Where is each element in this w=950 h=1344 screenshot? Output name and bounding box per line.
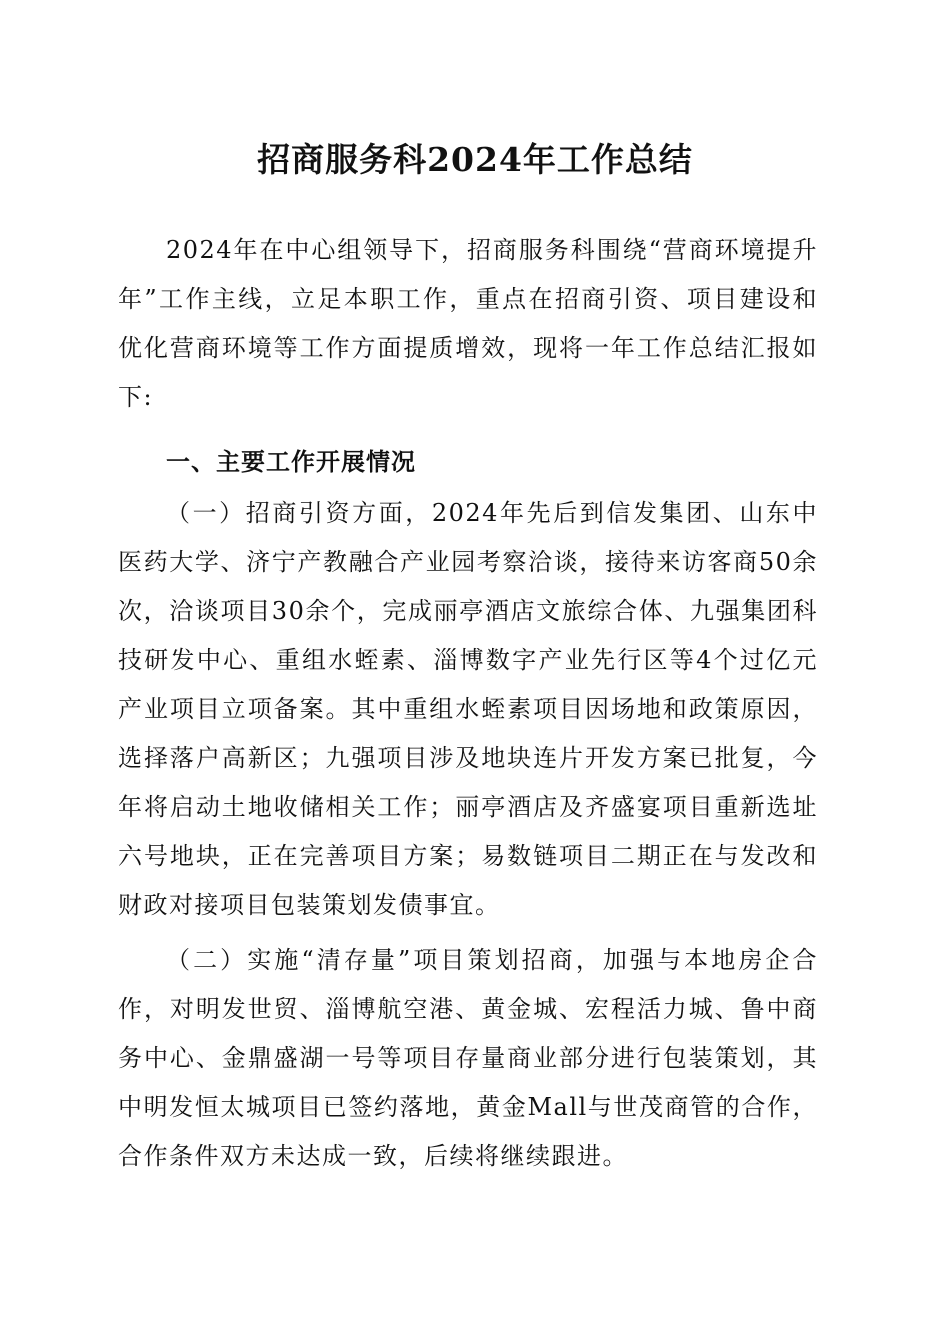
document-title: 招商服务科2024年工作总结 bbox=[257, 140, 693, 179]
paragraph-investment: （一）招商引资方面，2024年先后到信发集团、山东中医药大学、济宁产教融合产业园考察洽谈，接待来访客商50余次，洽谈项目30余个，完成丽亭酒店文旅综合体、九强集团科技研发中心、重组水蛭素、淄博数字产业先行区等4个过亿元产业项目立项备案。其中重组水蛭素项目因场地和政策原因，选择落户高新区；九强项目涉及地块连片开发方案已批复，今年将启动土地收储相关工作；丽亭酒店及齐盛宴项目重新选址六号地块，正在完善项目方案；易数链项目二期正在与发改和财政对接项目包装策划发债事宜。 bbox=[118, 499, 818, 919]
paragraph-stock-projects: （二）实施“清存量”项目策划招商，加强与本地房企合作，对明发世贸、淄博航空港、黄金城、宏程活力城、鲁中商务中心、金鼎盛湖一号等项目存量商业部分进行包装策划，其中明发恒太城项目已签约落地，黄金Mall与世茂商管的合作，合作条件双方未达成一致，后续将继续跟进。 bbox=[118, 946, 818, 1170]
section-heading: 一、主要工作开展情况 bbox=[166, 448, 416, 476]
intro-paragraph: 2024年在中心组领导下，招商服务科围绕“营商环境提升年”工作主线，立足本职工作，重点在招商引资、项目建设和优化营商环境等工作方面提质增效，现将一年工作总结汇报如下: bbox=[118, 236, 818, 411]
